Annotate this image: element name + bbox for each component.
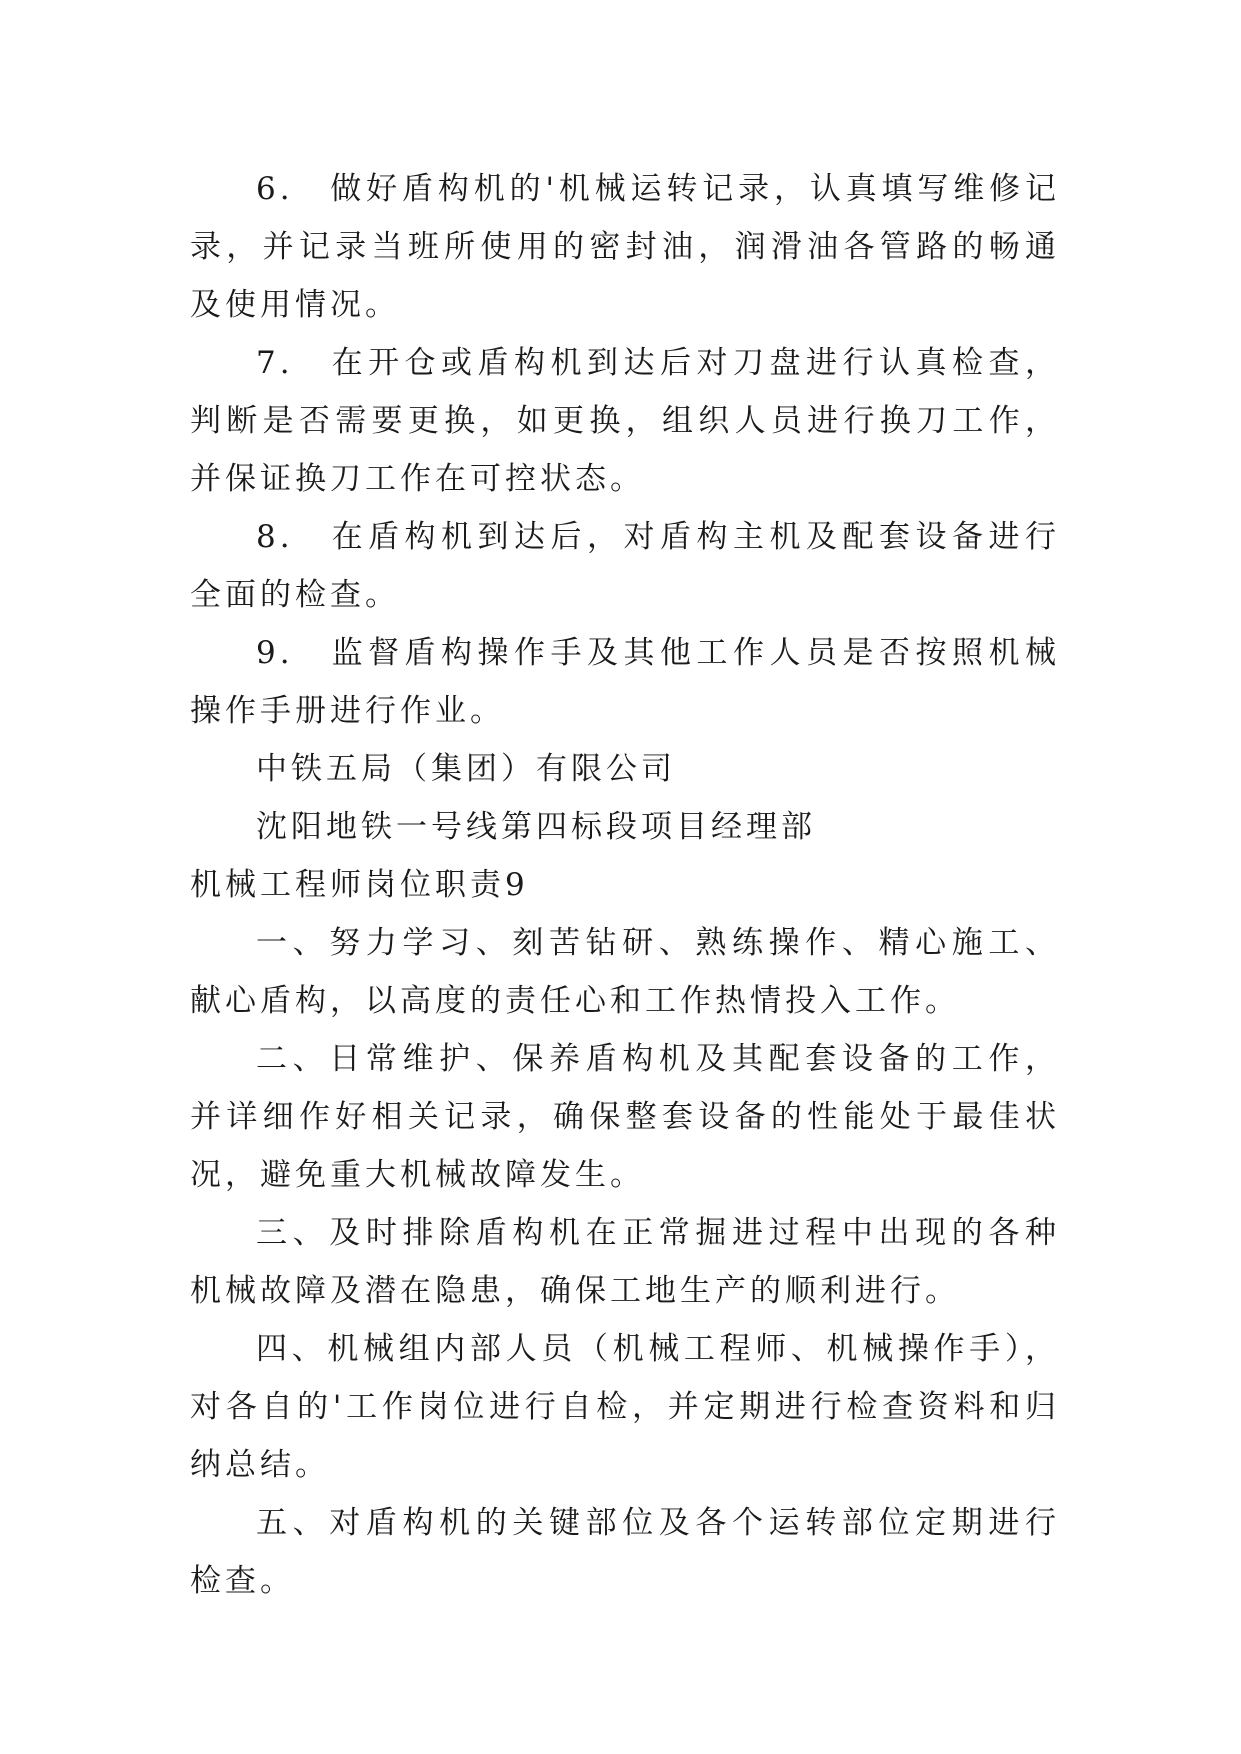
paragraph-item-7: 7. 在开仓或盾构机到达后对刀盘进行认真检查，判断是否需要更换，如更换，组织人员进行换刀工作，并保证换刀工作在可控状态。	[190, 345, 1060, 497]
duty-item-1: 一、努力学习、刻苦钻研、熟练操作、精心施工、献心盾构，以高度的责任心和工作热情投入工作。	[190, 925, 1060, 1019]
department-name: 沈阳地铁一号线第四标段项目经理部	[256, 809, 816, 845]
paragraph-item-6: 6. 做好盾构机的'机械运转记录，认真填写维修记录，并记录当班所使用的密封油，润滑油各管路的畅通及使用情况。	[190, 171, 1060, 323]
duty-item-3: 三、及时排除盾构机在正常掘进过程中出现的各种机械故障及潜在隐患，确保工地生产的顺利进行。	[190, 1215, 1060, 1309]
section-heading: 机械工程师岗位职责9	[190, 867, 529, 903]
duty-item-4: 四、机械组内部人员（机械工程师、机械操作手），对各自的'工作岗位进行自检，并定期进行检查资料和归纳总结。	[190, 1331, 1060, 1483]
paragraph-item-9: 9. 监督盾构操作手及其他工作人员是否按照机械操作手册进行作业。	[190, 635, 1060, 729]
company-name: 中铁五局（集团）有限公司	[256, 751, 676, 787]
duty-item-5: 五、对盾构机的关键部位及各个运转部位定期进行检查。	[190, 1505, 1060, 1599]
duty-item-2: 二、日常维护、保养盾构机及其配套设备的工作，并详细作好相关记录，确保整套设备的性能处于最佳状况，避免重大机械故障发生。	[190, 1041, 1060, 1193]
paragraph-item-8: 8. 在盾构机到达后，对盾构主机及配套设备进行全面的检查。	[190, 519, 1060, 613]
document-body	[190, 160, 1060, 1610]
